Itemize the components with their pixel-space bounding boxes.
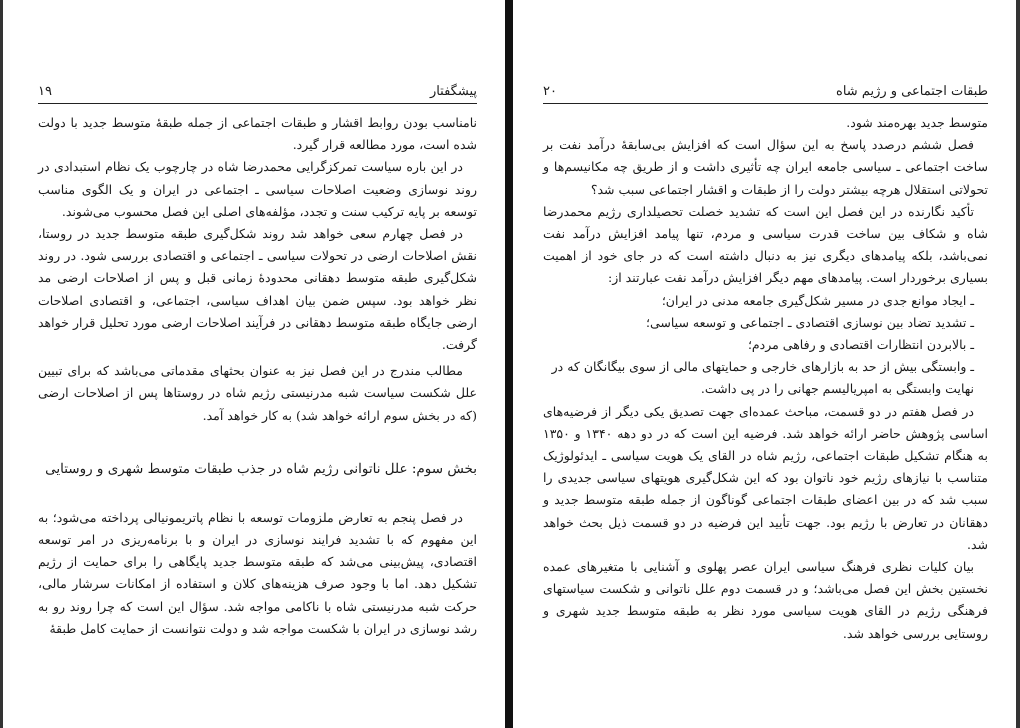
list-item: ـ وابستگی بیش از حد به بازارهای خارجی و حمایتهای مالی از سوی بیگانگان که در نهایت وابستگی به امپریالیسم جهانی را در پی داشت. — [551, 359, 974, 397]
page-19 — [0, 0, 507, 728]
paragraph: تأکید نگارنده در این فصل این است که تشدید خصلت تحصیلداری رژیم محمدرضا شاه و شکاف بین ساخت قدرت سیاسی و مردم، تنها پیامد افزایش درآمد نفت نمی‌باشد، بلکه پیامدهای دیگری نیز به دنبال داشته است که در جای خود از اهمیت بسیاری برخوردار است. پیامدهای مهم دیگر افزایش درآمد نفت عبارتند از: — [543, 203, 988, 286]
list-item: ـ ایجاد موانع جدی در مسیر شکل‌گیری جامعه مدنی در ایران؛ — [661, 292, 974, 308]
paragraph: نامناسب بودن روابط اقشار و طبقات اجتماعی از جمله طبقهٔ متوسط جدید با دولت شده است، مورد مطالعه قرار گیرد. — [38, 115, 477, 153]
running-header — [38, 84, 477, 104]
page-edge-right — [1016, 0, 1020, 728]
paragraph: بیان کلیات نظری فرهنگ سیاسی ایران عصر پهلوی و آشنایی با متغیرهای عمده نخستین بخش این فصل می‌باشد؛ و در قسمت دوم علل ناتوانی و شکست سیاستهای فرهنگی رژیم در القای هویت سیاسی مورد نظر به طبقه متوسط جدید شهری و روستایی بررسی خواهد شد. — [543, 559, 988, 641]
list-item: ـ بالابردن انتظارات اقتصادی و رفاهی مردم؛ — [747, 337, 974, 353]
paragraph: متوسط جدید بهره‌مند شود. — [846, 115, 988, 130]
header-title: طبقات اجتماعی و رژیم شاه — [836, 84, 988, 99]
paragraph: در فصل پنجم به تعارض ملزومات توسعه با نظام پاتریمونیالی پرداخته می‌شود؛ به این مفهوم که با تشدید فرایند نوسازی در ایران و با برنامه‌ریزی در امر توسعه اقتصادی، پیش‌بینی می‌شد که طبقه متوسط جدید پایگاهی را برای حمایت از رژیم تشکیل دهد. اما با وجود صرف هزینه‌های کلان و استفاده از امکانات سرشار مالی، حرکت شبه مدرنیستی شاه با ناکامی مواجه شد. سؤال این است که چرا روند رو به رشد نوسازی در ایران با شکست مواجه شد و دولت نتوانست از حمایت کامل طبقهٔ — [38, 509, 477, 636]
running-header — [543, 84, 988, 104]
paragraph: در فصل هفتم در دو قسمت، مباحث عمده‌ای جهت تصدیق یکی دیگر از فرضیه‌های اساسی پژوهش حاضر ارائه خواهد شد. فرضیه این است که در دو دهه ۱۳۴۰ و ۱۳۵۰ به هنگام تشکیل طبقات اجتماعی، رژیم شاه در القای یک هویت سیاسی ـ ایدئولوژیک متناسب با نیازهای رژیم خود ناتوان بود که این شکل‌گیری هویتهای سیاسی جدیدی را سبب شد که در بین اعضای طبقات اجتماعی گوناگون از جمله طبقه متوسط جدید و دهقانان در تعارض با رژیم بود. جهت تأیید این فرضیه در دو قسمت ذیل بحث خواهد شد. — [543, 403, 988, 552]
paragraph: فصل ششم درصدد پاسخ به این سؤال است که افزایش بی‌سابقهٔ درآمد نفت بر ساخت اجتماعی ـ سیاسی جامعه ایران چه تأثیری داشت و از طریق چه مکانیسم‌ها و تحولاتی استقلال هرچه بیشتر دولت را از طبقات و اقشار اجتماعی سبب شد؟ — [543, 137, 988, 197]
page-20 — [513, 0, 1020, 728]
page-number: ۱۹ — [38, 84, 52, 99]
paragraph: مطالب مندرج در این فصل نیز به عنوان بحثهای مقدماتی می‌باشد که برای تبیین علل شکست سیاست شبه مدرنیستی رژیم شاه در روستاها پس از اصلاحات ارضی (که در بخش سوم ارائه خواهد شد) به کار خواهد آمد. — [38, 363, 477, 423]
list-item: ـ تشدید تضاد بین نوسازی اقتصادی ـ اجتماعی و توسعه سیاسی؛ — [646, 314, 974, 330]
paragraph: در فصل چهارم سعی خواهد شد روند شکل‌گیری طبقه متوسط جدید در روستا، نقش اصلاحات ارضی در تحولات سیاسی ـ اجتماعی و اقتصادی بررسی شود. در روند شکل‌گیری طبقه متوسط دهقانی محدودهٔ زمانی قبل و پس از اصلاحات ارضی مد نظر خواهد بود. سپس ضمن بیان اهداف سیاسی، اجتماعی، و اقتصادی اصلاحات ارضی جایگاه طبقه متوسط دهقانی در فرآیند اصلاحات ارضی مورد تحلیل قرار خواهد گرفت. — [38, 226, 477, 353]
paragraph: در این باره سیاست تمرکزگرایی محمدرضا شاه در چارچوب یک نظام استبدادی در روند نوسازی وضعیت اصلاحات سیاسی ـ اجتماعی در ایران و یک الگوی مناسب توسعه بر پایه ترکیب سنت و تجدد، مؤلفه‌های اصلی این فصل محسوب می‌شوند. — [38, 159, 477, 219]
book-gutter — [505, 0, 513, 728]
page-number: ۲۰ — [543, 84, 557, 99]
header-title: پیشگفتار — [429, 84, 477, 99]
section-heading: بخش سوم: علل ناتوانی رژیم شاه در جذب طبقات متوسط شهری و روستایی — [45, 460, 477, 477]
